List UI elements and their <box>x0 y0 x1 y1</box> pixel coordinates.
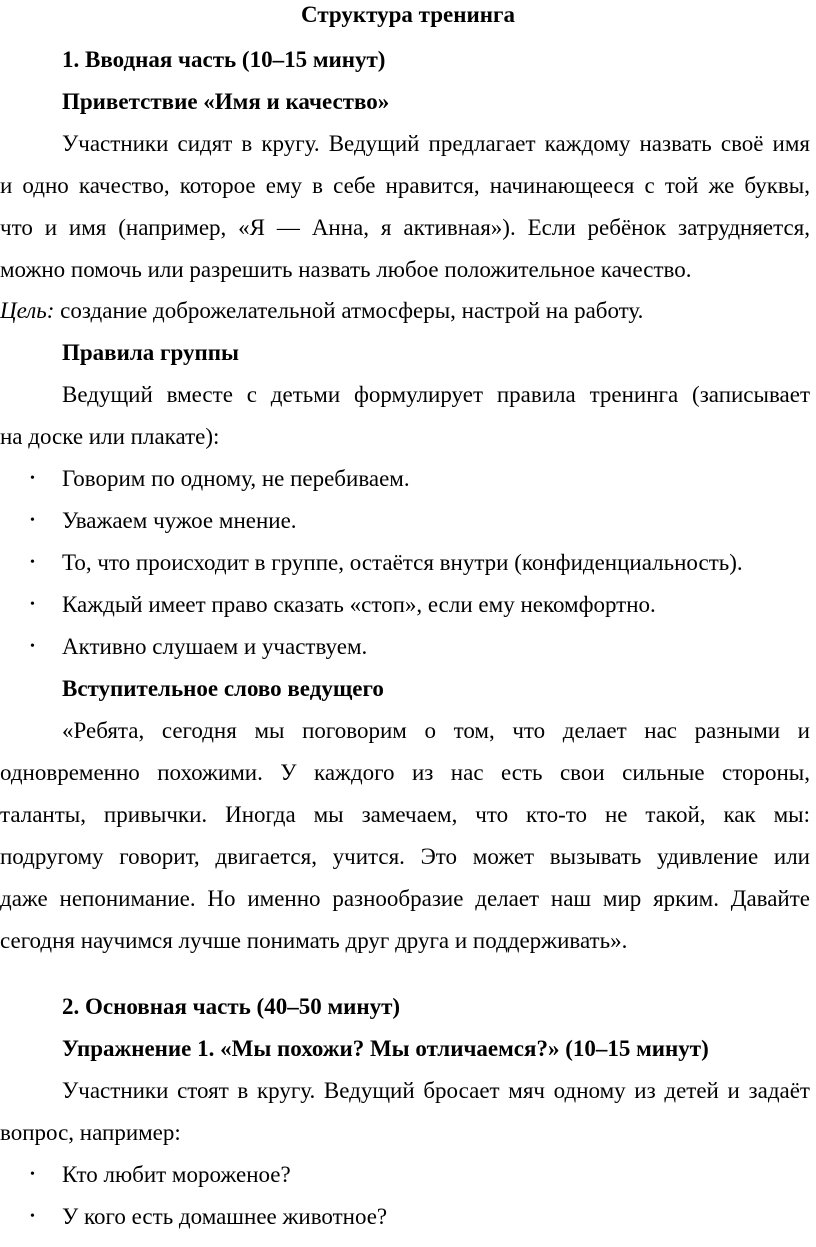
intro-line-6: сегодня научимся лучше понимать друг друга и поддерживать». <box>0 928 628 953</box>
rules-item: Уважаем чужое мнение. <box>62 508 297 533</box>
rules-line-2: на доске или плакате): <box>0 424 220 449</box>
intro-line-3: таланты, привычки. Иногда мы замечаем, что кто-то не такой, как мы: <box>0 802 810 827</box>
intro-line-2: одновременно похожими. У каждого из нас есть свои сильные стороны, <box>0 760 810 785</box>
rules-item: Говорим по одному, не перебиваем. <box>62 466 410 491</box>
rules-line-1: Ведущий вместе с детьми формулирует правила тренинга (записывает <box>62 382 810 407</box>
bullet-icon: • <box>30 597 35 612</box>
bullet-icon: • <box>30 471 35 486</box>
bullet-icon: • <box>30 639 35 654</box>
intro-line-1: «Ребята, сегодня мы поговорим о том, что делает нас разными и <box>62 718 810 743</box>
goal-label: Цель: <box>0 298 55 323</box>
bullet-icon: • <box>30 1209 35 1224</box>
rules-heading: Правила группы <box>62 340 239 365</box>
greeting-line-3: что и имя (например, «Я — Анна, я активная»). Если ребёнок затрудняется, <box>0 215 810 240</box>
bullet-icon: • <box>30 513 35 528</box>
greeting-line-1: Участники сидят в кругу. Ведущий предлагает каждому назвать своё имя <box>62 131 810 156</box>
greeting-line-4: можно помочь или разрешить назвать любое положительное качество. <box>0 257 692 282</box>
goal-text: создание доброжелательной атмосферы, настрой на работу. <box>60 298 644 323</box>
intro-line-5: даже непонимание. Но именно разнообразие делает наш мир ярким. Давайте <box>0 886 810 911</box>
document-title: Структура тренинга <box>301 2 515 27</box>
rules-item: Активно слушаем и участвуем. <box>62 634 368 659</box>
bullet-icon: • <box>30 1167 35 1182</box>
intro-heading: Вступительное слово ведущего <box>62 676 384 701</box>
rules-item: То, что происходит в группе, остаётся внутри (конфиденциальность). <box>62 550 743 575</box>
section-1-heading: 1. Вводная часть (10–15 минут) <box>62 47 386 72</box>
intro-line-4: подругому говорит, двигается, учится. Это может вызывать удивление или <box>0 844 810 869</box>
section-2-heading: 2. Основная часть (40–50 минут) <box>62 994 401 1019</box>
greeting-heading: Приветствие «Имя и качество» <box>62 89 390 114</box>
exercise-1-line-2: вопрос, например: <box>0 1120 181 1145</box>
exercise-1-item: Кто любит мороженое? <box>62 1162 291 1187</box>
greeting-line-2: и одно качество, которое ему в себе нравится, начинающееся с той же буквы, <box>0 173 810 198</box>
exercise-1-item: У кого есть домашнее животное? <box>62 1204 388 1229</box>
exercise-1-line-1: Участники стоят в кругу. Ведущий бросает мяч одному из детей и задаёт <box>62 1078 810 1103</box>
rules-item: Каждый имеет право сказать «стоп», если ему некомфортно. <box>62 592 656 617</box>
goal-line <box>0 296 810 326</box>
bullet-icon: • <box>30 555 35 570</box>
exercise-1-heading: Упражнение 1. «Мы похожи? Мы отличаемся?» (10–15 минут) <box>62 1036 709 1061</box>
